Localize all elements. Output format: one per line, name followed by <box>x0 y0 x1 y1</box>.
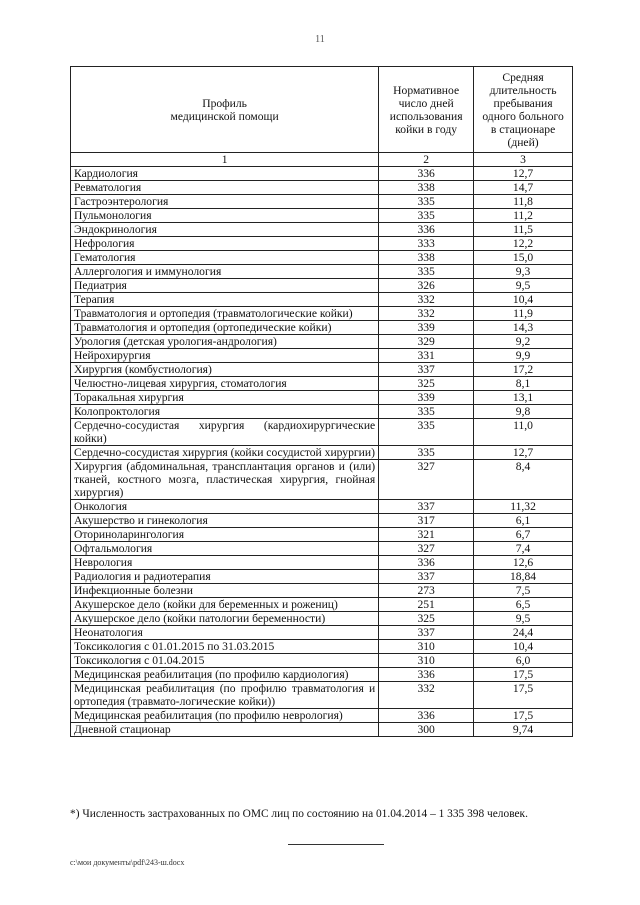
bed-days-cell: 310 <box>379 654 474 668</box>
profile-cell: Онкология <box>71 500 379 514</box>
profile-cell: Пульмонология <box>71 209 379 223</box>
avg-stay-cell: 8,4 <box>474 460 573 500</box>
avg-stay-cell: 7,5 <box>474 584 573 598</box>
table-row <box>71 321 573 335</box>
profile-cell: Токсикология с 01.04.2015 <box>71 654 379 668</box>
avg-stay-cell: 10,4 <box>474 293 573 307</box>
profile-cell: Эндокринология <box>71 223 379 237</box>
profile-cell: Дневной стационар <box>71 723 379 737</box>
header-avg-stay-text: Средняя длительность пребывания одного больного в стационаре (дней) <box>482 70 564 149</box>
bed-days-cell: 336 <box>379 223 474 237</box>
table-row <box>71 377 573 391</box>
table-row <box>71 307 573 321</box>
bed-days-cell: 339 <box>379 391 474 405</box>
table-row <box>71 405 573 419</box>
profile-cell: Акушерское дело (койки патологии беременности) <box>71 612 379 626</box>
table-row <box>71 598 573 612</box>
bed-days-cell: 336 <box>379 668 474 682</box>
profile-cell: Челюстно-лицевая хирургия, стоматология <box>71 377 379 391</box>
bed-days-cell: 325 <box>379 612 474 626</box>
avg-stay-cell: 9,8 <box>474 405 573 419</box>
bed-days-cell: 300 <box>379 723 474 737</box>
table-row <box>71 668 573 682</box>
avg-stay-cell: 24,4 <box>474 626 573 640</box>
profile-cell: Хирургия (абдоминальная, трансплантация органов и (или) тканей, костного мозга, пластическая хирургия, гнойная хирургия) <box>71 460 379 500</box>
page-number: 11 <box>315 34 325 45</box>
table-row <box>71 682 573 709</box>
column-numbers-row <box>71 153 573 167</box>
avg-stay-cell: 9,5 <box>474 279 573 293</box>
bed-days-cell: 331 <box>379 349 474 363</box>
avg-stay-cell: 12,7 <box>474 446 573 460</box>
bed-days-cell: 335 <box>379 195 474 209</box>
profile-cell: Колопроктология <box>71 405 379 419</box>
bed-days-cell: 337 <box>379 363 474 377</box>
profile-cell: Акушерство и гинекология <box>71 514 379 528</box>
profile-cell: Сердечно-сосудистая хирургия (койки сосудистой хирургии) <box>71 446 379 460</box>
table-row <box>71 335 573 349</box>
bed-days-cell: 326 <box>379 279 474 293</box>
divider-line <box>288 844 384 845</box>
bed-days-cell: 333 <box>379 237 474 251</box>
avg-stay-cell: 6,0 <box>474 654 573 668</box>
table-body <box>71 167 573 737</box>
bed-days-cell: 336 <box>379 167 474 181</box>
avg-stay-cell: 17,2 <box>474 363 573 377</box>
bed-days-cell: 335 <box>379 419 474 446</box>
bed-days-cell: 338 <box>379 251 474 265</box>
bed-days-cell: 325 <box>379 377 474 391</box>
bed-days-cell: 327 <box>379 460 474 500</box>
bed-days-cell: 335 <box>379 446 474 460</box>
table-row <box>71 419 573 446</box>
profile-cell: Торакальная хирургия <box>71 391 379 405</box>
profile-cell: Терапия <box>71 293 379 307</box>
profile-cell: Медицинская реабилитация (по профилю неврология) <box>71 709 379 723</box>
avg-stay-cell: 14,7 <box>474 181 573 195</box>
profile-cell: Травматология и ортопедия (травматологические койки) <box>71 307 379 321</box>
avg-stay-cell: 6,7 <box>474 528 573 542</box>
table-row <box>71 556 573 570</box>
profile-cell: Травматология и ортопедия (ортопедические койки) <box>71 321 379 335</box>
profile-cell: Хирургия (комбустиология) <box>71 363 379 377</box>
table-row <box>71 391 573 405</box>
table-row <box>71 195 573 209</box>
bed-days-cell: 310 <box>379 640 474 654</box>
profile-cell: Аллергология и иммунология <box>71 265 379 279</box>
profile-cell: Медицинская реабилитация (по профилю кардиология) <box>71 668 379 682</box>
profile-cell: Педиатрия <box>71 279 379 293</box>
profile-cell: Неврология <box>71 556 379 570</box>
profile-cell: Оториноларингология <box>71 528 379 542</box>
column-number-3: 3 <box>474 153 573 167</box>
table-row <box>71 293 573 307</box>
table-row <box>71 237 573 251</box>
table-row <box>71 626 573 640</box>
avg-stay-cell: 12,6 <box>474 556 573 570</box>
profile-cell: Гастроэнтерология <box>71 195 379 209</box>
avg-stay-cell: 17,5 <box>474 682 573 709</box>
profile-cell: Акушерское дело (койки для беременных и рожениц) <box>71 598 379 612</box>
avg-stay-cell: 9,9 <box>474 349 573 363</box>
table-row <box>71 584 573 598</box>
avg-stay-cell: 6,1 <box>474 514 573 528</box>
table-row <box>71 709 573 723</box>
avg-stay-cell: 10,4 <box>474 640 573 654</box>
bed-days-cell: 329 <box>379 335 474 349</box>
profile-cell: Медицинская реабилитация (по профилю травматология и ортопедия (травмато-логические койки)) <box>71 682 379 709</box>
table-row <box>71 167 573 181</box>
table-row <box>71 349 573 363</box>
header-avg-stay <box>474 67 573 153</box>
bed-days-cell: 321 <box>379 528 474 542</box>
profile-cell: Гематология <box>71 251 379 265</box>
avg-stay-cell: 9,3 <box>474 265 573 279</box>
avg-stay-cell: 9,5 <box>474 612 573 626</box>
avg-stay-cell: 8,1 <box>474 377 573 391</box>
profile-cell: Инфекционные болезни <box>71 584 379 598</box>
profile-cell: Ревматология <box>71 181 379 195</box>
profile-cell: Нефрология <box>71 237 379 251</box>
bed-days-cell: 273 <box>379 584 474 598</box>
table-row <box>71 363 573 377</box>
bed-days-cell: 335 <box>379 405 474 419</box>
bed-days-cell: 327 <box>379 542 474 556</box>
hospital-norms-table <box>70 66 573 737</box>
table-row <box>71 654 573 668</box>
avg-stay-cell: 11,32 <box>474 500 573 514</box>
bed-days-cell: 332 <box>379 682 474 709</box>
profile-cell: Неонатология <box>71 626 379 640</box>
header-bed-days <box>379 67 474 153</box>
avg-stay-cell: 6,5 <box>474 598 573 612</box>
avg-stay-cell: 17,5 <box>474 709 573 723</box>
avg-stay-cell: 11,9 <box>474 307 573 321</box>
profile-cell: Нейрохирургия <box>71 349 379 363</box>
bed-days-cell: 317 <box>379 514 474 528</box>
file-path: c:\мои документы\pdf\243-ш.docx <box>70 858 185 867</box>
table-row <box>71 209 573 223</box>
header-profile <box>71 67 379 153</box>
bed-days-cell: 337 <box>379 500 474 514</box>
column-number-2: 2 <box>379 153 474 167</box>
bed-days-cell: 335 <box>379 265 474 279</box>
profile-cell: Токсикология с 01.01.2015 по 31.03.2015 <box>71 640 379 654</box>
table-row <box>71 265 573 279</box>
profile-cell: Урология (детская урология-андрология) <box>71 335 379 349</box>
table-header <box>71 67 573 167</box>
table-row <box>71 279 573 293</box>
table-row <box>71 570 573 584</box>
table-row <box>71 460 573 500</box>
bed-days-cell: 332 <box>379 307 474 321</box>
bed-days-cell: 336 <box>379 709 474 723</box>
header-profile-text: Профиль медицинской помощи <box>170 96 279 123</box>
avg-stay-cell: 18,84 <box>474 570 573 584</box>
table-row <box>71 514 573 528</box>
table-row <box>71 446 573 460</box>
bed-days-cell: 337 <box>379 570 474 584</box>
bed-days-cell: 251 <box>379 598 474 612</box>
avg-stay-cell: 11,2 <box>474 209 573 223</box>
avg-stay-cell: 11,8 <box>474 195 573 209</box>
table-row <box>71 223 573 237</box>
header-bed-days-text: Нормативное число дней использования койки в году <box>389 83 463 136</box>
avg-stay-cell: 9,74 <box>474 723 573 737</box>
footnote: *) Численность застрахованных по ОМС лиц по состоянию на 01.04.2014 – 1 335 398 человек. <box>70 808 528 820</box>
table-row <box>71 528 573 542</box>
profile-cell: Радиология и радиотерапия <box>71 570 379 584</box>
table-row <box>71 723 573 737</box>
profile-cell: Сердечно-сосудистая хирургия (кардиохирургические койки) <box>71 419 379 446</box>
table-row <box>71 612 573 626</box>
table-row <box>71 542 573 556</box>
column-number-1: 1 <box>71 153 379 167</box>
avg-stay-cell: 12,2 <box>474 237 573 251</box>
avg-stay-cell: 9,2 <box>474 335 573 349</box>
avg-stay-cell: 15,0 <box>474 251 573 265</box>
profile-cell: Кардиология <box>71 167 379 181</box>
avg-stay-cell: 13,1 <box>474 391 573 405</box>
table-row <box>71 181 573 195</box>
bed-days-cell: 336 <box>379 556 474 570</box>
profile-cell: Офтальмология <box>71 542 379 556</box>
bed-days-cell: 337 <box>379 626 474 640</box>
bed-days-cell: 339 <box>379 321 474 335</box>
avg-stay-cell: 7,4 <box>474 542 573 556</box>
avg-stay-cell: 12,7 <box>474 167 573 181</box>
avg-stay-cell: 11,5 <box>474 223 573 237</box>
bed-days-cell: 332 <box>379 293 474 307</box>
avg-stay-cell: 11,0 <box>474 419 573 446</box>
avg-stay-cell: 17,5 <box>474 668 573 682</box>
bed-days-cell: 338 <box>379 181 474 195</box>
table-row <box>71 500 573 514</box>
bed-days-cell: 335 <box>379 209 474 223</box>
table-row <box>71 640 573 654</box>
table-row <box>71 251 573 265</box>
avg-stay-cell: 14,3 <box>474 321 573 335</box>
